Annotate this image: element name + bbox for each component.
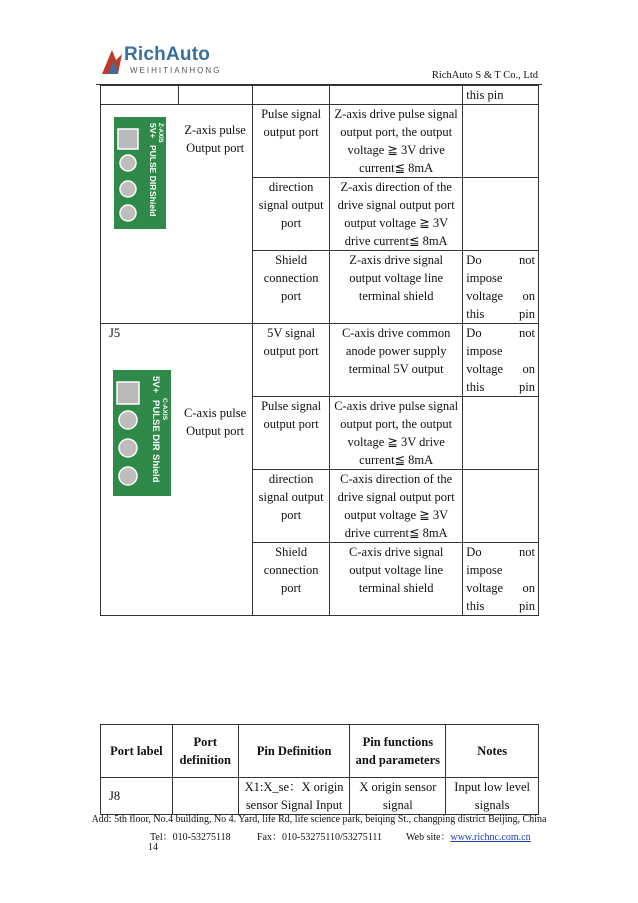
pin-definition: Pulse signal output port <box>253 105 330 178</box>
note-cell <box>463 178 539 251</box>
pin-function: C-axis direction of the drive signal output port output voltage ≧ 3V drive current≦ 8mA <box>330 470 463 543</box>
pin-table-next <box>100 724 539 815</box>
note-cell: Do not impose voltage on this pin <box>463 324 539 397</box>
note-cell: Input low level signals <box>446 778 539 815</box>
port-definition <box>172 778 238 815</box>
pin-function: C-axis drive signal output voltage line terminal shield <box>330 543 463 616</box>
note-cell <box>463 470 539 543</box>
z-port-definition: Z-axis pulse Output port <box>178 105 253 324</box>
footer-address: Add: 5th floor, No.4 building, No 4. Yard, life Rd, life science park, beiqing St., changping district Beijing, China <box>91 814 547 825</box>
pin-definition: direction signal output port <box>253 178 330 251</box>
z-connector-caption: Z-AXIS <box>156 123 163 143</box>
column-header: Port label <box>101 725 173 778</box>
logo-subtitle: WEIHITIANHONG <box>130 66 222 75</box>
table-header-row <box>101 725 539 778</box>
website-link[interactable]: www.richnc.com.cn <box>450 832 531 843</box>
c-connector-caption: C-AXIS <box>161 398 168 421</box>
column-header: Pin functions and parameters <box>350 725 446 778</box>
column-header: Port definition <box>172 725 238 778</box>
footer-web <box>406 828 531 843</box>
pin-function: C-axis drive pulse signal output port, the output voltage ≧ 3V drive current≦ 8mA <box>330 397 463 470</box>
note-cell: Do not impose voltage on this pin <box>463 543 539 616</box>
z-connector-text-1: 5V+ <box>147 123 158 139</box>
note-cell: Do not impose voltage on this pin <box>463 251 539 324</box>
z-connector-text-2: PULSE DIR <box>147 145 158 191</box>
pin-definition: direction signal output port <box>253 470 330 543</box>
pin-function: X origin sensor signal <box>350 778 446 815</box>
port-label: J8 <box>101 778 173 815</box>
footer-tel: Tel：010-53275118 <box>150 832 231 843</box>
table-row <box>101 86 539 105</box>
pin-function: Z-axis direction of the drive signal output port output voltage ≧ 3V drive current≦ 8mA <box>330 178 463 251</box>
logo-mark-icon <box>98 46 126 78</box>
pin-definition: Shield connection port <box>253 251 330 324</box>
pin-table-continued <box>100 85 539 616</box>
pin-function: Z-axis drive pulse signal output port, the output voltage ≧ 3V drive current≦ 8mA <box>330 105 463 178</box>
table-row <box>101 105 539 178</box>
table-row <box>101 324 539 397</box>
note-cell <box>463 397 539 470</box>
pin-definition: 5V signal output port <box>253 324 330 397</box>
note-cell <box>463 105 539 178</box>
c-axis-connector-image <box>109 368 175 498</box>
column-header: Notes <box>446 725 539 778</box>
column-header: Pin Definition <box>238 725 350 778</box>
c-connector-cell <box>101 324 179 616</box>
pin-definition: Pulse signal output port <box>253 397 330 470</box>
note-cell: this pin <box>463 86 539 105</box>
logo-name: RichAuto <box>124 44 211 65</box>
c-connector-text-3: Shield <box>150 454 161 483</box>
port-label: J5 <box>109 326 121 340</box>
c-connector-text-1: 5V+ <box>150 376 161 394</box>
header-company: RichAuto S & T Co., Ltd <box>431 70 538 81</box>
footer-web-label: Web site： <box>406 832 451 843</box>
table-row <box>101 778 539 815</box>
z-connector-cell <box>101 105 179 324</box>
c-port-definition: C-axis pulse Output port <box>178 324 253 616</box>
page-number: 14 <box>148 842 158 853</box>
pin-function: C-axis drive common anode power supply terminal 5V output <box>330 324 463 397</box>
pin-definition: X1:X_se：X origin sensor Signal Input <box>238 778 350 815</box>
pin-definition: Shield connection port <box>253 543 330 616</box>
footer-fax: Fax：010-53275110/53275111 <box>257 832 382 843</box>
richauto-logo <box>96 42 222 82</box>
c-connector-text-2: PULSE DIR <box>150 400 161 451</box>
z-connector-text-3: Shield <box>147 191 158 217</box>
z-axis-connector-image <box>110 115 170 233</box>
pin-function: Z-axis drive signal output voltage line terminal shield <box>330 251 463 324</box>
